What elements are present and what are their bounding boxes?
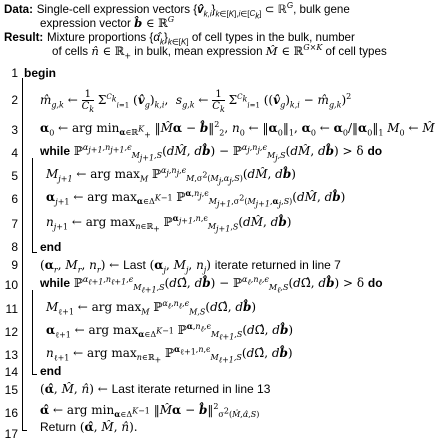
line-number: 15 <box>4 383 18 397</box>
line-number: 5 <box>11 169 18 183</box>
block-rule-while2 <box>32 290 33 374</box>
data-text-cont: expression vector b̂ ∈ ℝ$^G$ <box>40 15 175 30</box>
line-number: 6 <box>11 192 18 206</box>
result-label: Result: <box>4 31 44 44</box>
line-number: 12 <box>4 325 18 339</box>
line-13: $n_{\ell+1}$ ← arg $\max_{n\in ℝ_+}$ ℙ$^{\alpha_{\ell+1},n,\epsilon}_{M_{\ell+1},S}$(dΩ̂, db̂) <box>46 344 293 365</box>
line-number: 2 <box>11 93 18 107</box>
rule-tick <box>32 374 37 375</box>
line-number: 13 <box>4 348 18 362</box>
line-11: $M_{\ell+1}$ ← arg $\max_M$ ℙ$^{\alpha_\ell,n_\ell,\epsilon}_{M,S}$(dΩ̂, db̂) <box>46 299 257 317</box>
line-3: $\alpha_0$ ← arg $\min_{\alpha\in ℝ^K_+}$ ‖M̂α − b̂‖$^2_2$, $n_0$ ← $‖\alpha_0‖_1$, $\alpha_0$ ← $\alpha_0/‖\alpha_0‖_1$ $M_0$ ← M̂ <box>40 120 435 140</box>
line-number: 14 <box>4 365 18 379</box>
line-8: end <box>40 240 62 254</box>
line-number: 8 <box>11 240 18 254</box>
line-number: 1 <box>11 66 18 80</box>
result-text-cont-1: of cells n̂ ∈ ℝ$_+$ in bulk, mean expression M̂ ∈ ℝ$^{G\times K}$ of cell types <box>52 43 387 61</box>
line-number: 16 <box>4 406 18 420</box>
line-6: $\alpha_{j+1}$ ← arg $\max_{\alpha\in\Delta^{K-1}}$ ℙ$^{\alpha,n_j,\epsilon}_{M_{j+1},\sigma^2(M_{j+1},\alpha_j,S)}$(dM̂, db̂) <box>46 188 346 209</box>
line-17: Return (α̂, M̂, n̂). <box>40 420 138 434</box>
line-number: 4 <box>11 146 18 160</box>
line-number: 17 <box>4 427 18 441</box>
data-label: Data: <box>4 3 33 16</box>
data-text: Single-cell expression vectors $\{v̂_{k,i}\}_{k\in[K],i\in[C_k]}$ ⊂ ℝ$^G$, bulk gene <box>36 1 350 21</box>
line-5: $M_{j+1}$ ← arg $\max_M$ ℙ$^{\alpha_j,n_j,\epsilon}_{M,\sigma^2(M_j,\alpha_j,S)}$(dM̂, db̂) <box>46 166 296 186</box>
line-number: 10 <box>4 278 18 292</box>
block-rule-while1 <box>32 158 33 252</box>
line-2: $m̂_{g,k}$ ← $\frac{1}{C_k}$ $\Sigma^{C_k}_{i=1}$ $(v̂_g)_{k,i}$, $s_{g,k}$ ← $\frac{1}{C_k}$ $\Sigma^{C_k}_{i=1}$ ($(v̂_g)_{k,i}$ − $m̂_{g,k})^2$ <box>40 89 352 114</box>
line-7: $n_{j+1}$ ← arg $\max_{n\in ℝ_+}$ ℙ$^{\alpha_{j+1},n,\epsilon}_{M_{j+1},S}$(dM̂, db̂) <box>46 213 292 234</box>
line-number: 11 <box>5 302 18 316</box>
algorithm-data-header <box>4 1 425 21</box>
rule-tick <box>22 430 27 431</box>
line-12: $\alpha_{\ell+1}$ ← arg $\max_{\alpha\in\Delta^{K-1}}$ ℙ$^{\alpha,n_\ell,\epsilon}_{M_{\ell+1},S}$(dΩ̂, db̂) <box>46 321 294 342</box>
rule-tick <box>32 252 37 253</box>
line-number: 3 <box>11 123 18 137</box>
block-rule-outer <box>22 78 23 430</box>
line-16: α̂ ← arg $\min_{\alpha\in\Delta^{K-1}}$ ‖M̂α − b̂‖$^2_{\sigma^2(M̂,\alphâ,S)}$ <box>40 402 260 420</box>
line-14: end <box>40 364 62 378</box>
line-1: begin <box>24 66 56 80</box>
algorithm-result-header: Result: Mixture proportions $\{\alphâ_k\}_{k\in[K]}$ of cell types in the bulk, number <box>4 31 355 47</box>
line-10: while ℙ$^{\alpha_{\ell+1},n_{\ell+1},\epsilon}_{M_{\ell+1},S}$(dΩ̂, db̂) − ℙ$^{\alpha_\ell,n_\ell,\epsilon}_{M_\ell,S}$(dΩ̂, db̂) > δ do <box>40 275 383 295</box>
line-4: while ℙ$^{\alpha_{j+1},n_{j+1},\epsilon}_{M_{j+1},S}$(dM̂, db̂) − ℙ$^{\alpha_j,n_j,\epsilon}_{M_j,S}$(dM̂, db̂) > δ do <box>40 143 383 163</box>
line-9: ($\alpha_r$, $M_r$, $n_r$) ← Last ($\alpha_j$, $M_j$, $n_j$) iterate returned in line 7 <box>40 258 341 275</box>
line-15: (α̂, M̂, n̂) ← Last iterate returned in line 13 <box>40 382 271 396</box>
line-number: 7 <box>11 217 18 231</box>
line-number: 9 <box>11 258 18 272</box>
